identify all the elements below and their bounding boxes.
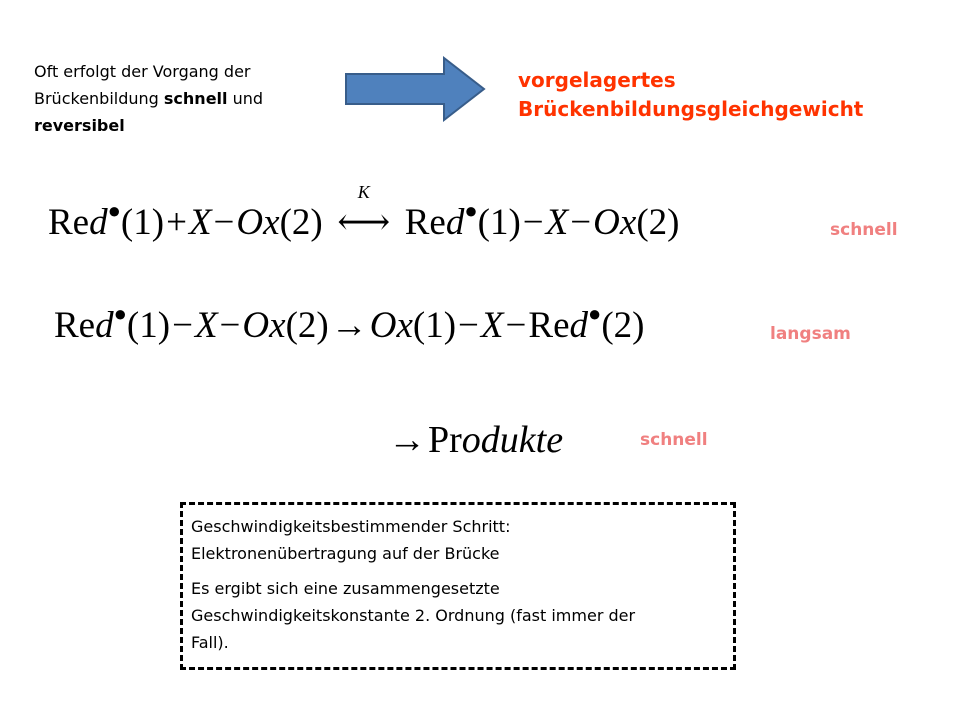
eq1-n1: (1) (120, 202, 165, 243)
eq2-ox-right: Ox (369, 305, 413, 346)
eq1-arrow: ⟷ (337, 202, 391, 243)
eq2-minus-2: − (219, 305, 241, 346)
eq1-x-right: X (545, 202, 569, 243)
eq2-n2: (2) (285, 305, 329, 346)
equation-1 (48, 182, 680, 244)
info-line-4: Geschwindigkeitskonstante 2. Ordnung (fast immer der (191, 606, 636, 625)
intro-line-1: Oft erfolgt der Vorgang der (34, 62, 251, 81)
radical-dot-icon: ● (113, 301, 127, 326)
eq1-re-right: Re (404, 202, 446, 243)
intro-bold-reversibel: reversibel (34, 116, 125, 135)
eq2-re-right: Re (528, 305, 570, 346)
intro-line-2-text: Brückenbildung (34, 89, 164, 108)
eq1-n1-right: (1) (477, 202, 521, 243)
equation-2 (54, 301, 645, 347)
info-line-2: Elektronenübertragung auf der Brücke (191, 544, 500, 563)
eq2-n2-right: (2) (601, 305, 645, 346)
eq2-minus: − (172, 305, 193, 346)
speed-label-1: schnell (830, 220, 898, 240)
info-box (180, 502, 736, 670)
eq2-minus-3: − (458, 305, 479, 346)
eq3-odukte: odukte (461, 419, 564, 461)
eq2-arrow: → (330, 305, 368, 346)
info-paragraph-1 (191, 513, 727, 567)
eq2-n1: (1) (126, 305, 171, 346)
eq1-ox-right: Ox (593, 202, 637, 243)
eq1-n2-right: (2) (636, 202, 680, 243)
eq1-re: Re (48, 202, 90, 243)
eq2-ox: Ox (242, 305, 286, 346)
intro-line-2-end: und (227, 89, 264, 108)
eq1-d: d (89, 202, 108, 243)
eq2-n1-right: (1) (412, 305, 457, 346)
info-line-1: Geschwindigkeitsbestimmender Schritt: (191, 517, 511, 536)
equilibrium-arrow (323, 182, 405, 244)
eq2-x: X (194, 305, 218, 346)
speed-label-2: langsam (770, 324, 851, 344)
eq2-re: Re (54, 305, 96, 346)
radical-dot-icon: ● (464, 198, 478, 223)
equation-3 (386, 418, 563, 462)
eq1-minus-right: − (522, 202, 544, 243)
eq1-k: K (357, 182, 370, 202)
eq1-minus-right-2: − (570, 202, 592, 243)
info-line-5: Fall). (191, 633, 229, 652)
radical-dot-icon: ● (107, 198, 121, 223)
eq1-n2: (2) (279, 202, 323, 243)
result-title (518, 66, 863, 124)
eq1-d-right: d (445, 202, 465, 243)
result-line-2: Brückenbildungsgleichgewicht (518, 97, 864, 121)
eq3-pr: Pr (428, 419, 462, 461)
radical-dot-icon: ● (588, 301, 602, 326)
result-line-1: vorgelagertes (518, 68, 676, 92)
eq2-d-right: d (569, 305, 589, 346)
info-line-3: Es ergibt sich eine zusammengesetzte (191, 579, 500, 598)
eq2-d: d (95, 305, 114, 346)
right-arrow-icon (344, 56, 486, 126)
intro-text (34, 58, 334, 139)
eq1-plus: + (166, 202, 187, 243)
info-paragraph-2 (191, 575, 727, 656)
speed-label-3: schnell (640, 430, 708, 450)
eq1-minus: − (213, 202, 235, 243)
intro-line-2 (34, 85, 334, 112)
eq2-minus-4: − (505, 305, 527, 346)
eq2-x-right: X (480, 305, 504, 346)
intro-line-3 (34, 112, 334, 139)
eq1-x: X (188, 202, 212, 243)
eq3-arrow: → (388, 419, 426, 461)
intro-bold-schnell: schnell (163, 89, 228, 108)
eq1-ox: Ox (236, 202, 280, 243)
